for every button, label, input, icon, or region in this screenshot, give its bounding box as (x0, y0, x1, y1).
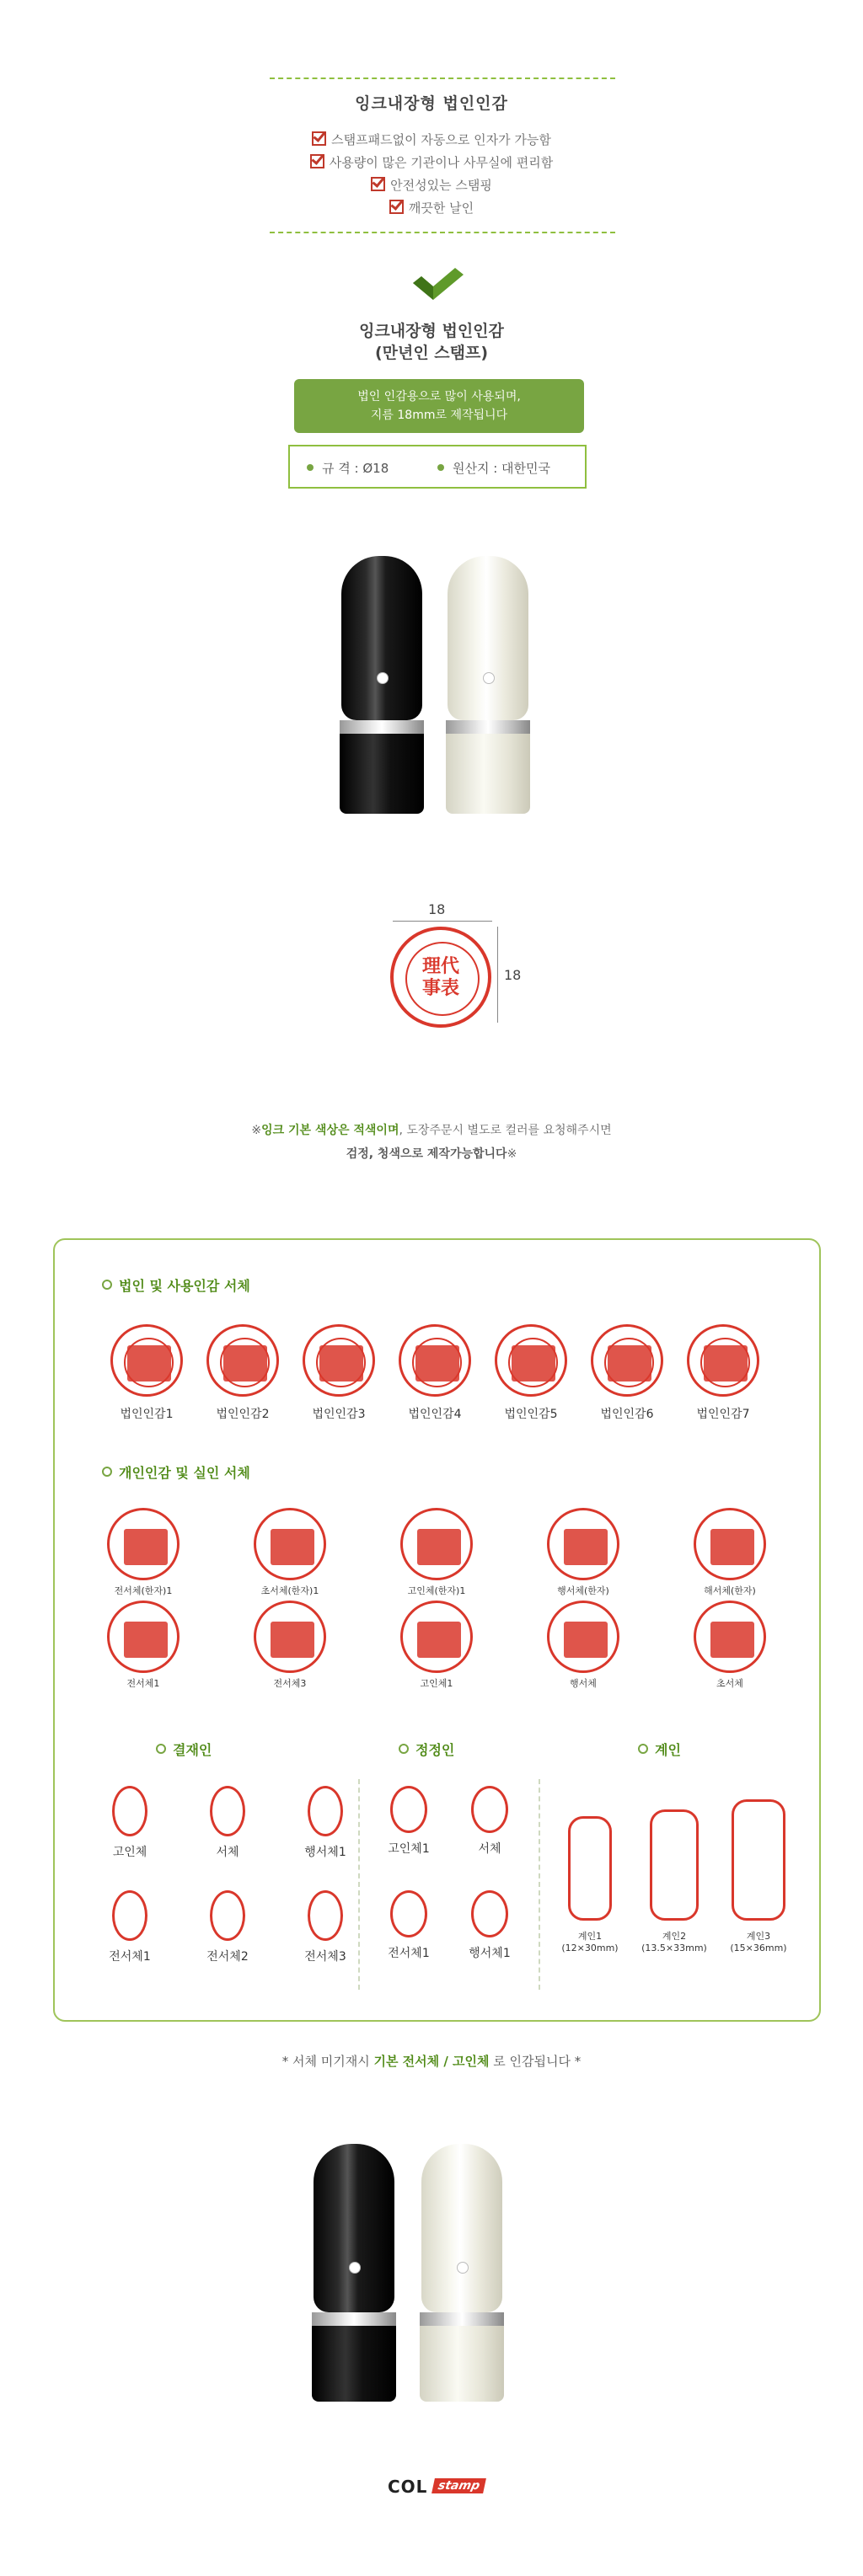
circle-bullet-icon (156, 1744, 166, 1754)
seal-label: (13.5×33mm) (641, 1943, 707, 1953)
section-title-correction: 정정인 (399, 1740, 454, 1759)
alignment-dot-icon (349, 2262, 361, 2274)
divider-top (270, 77, 615, 79)
approval-seal-icon (210, 1786, 245, 1836)
alignment-dot-icon (377, 672, 389, 684)
approval-seal-icon (308, 1890, 343, 1941)
seal-sample-icon (400, 1601, 473, 1673)
seal-label: 초서체 (716, 1678, 743, 1689)
seal-label: (12×30mm) (561, 1943, 619, 1953)
gyein-seal-icon (568, 1816, 612, 1921)
feature-title: 잉크내장형 법인인감 (355, 94, 508, 113)
default-font-note: * 서체 미기재시 기본 전서체 / 고인체 로 인감됩니다 * (281, 2054, 582, 2069)
correction-seal-icon (471, 1890, 508, 1937)
approval-seal-icon (112, 1786, 147, 1836)
seal-label: 전서체3 (273, 1678, 307, 1689)
seal-sample-icon (206, 1324, 279, 1397)
feature-item: 안전성있는 스탬핑 (0, 174, 863, 197)
seal-sample-icon (694, 1601, 766, 1673)
seal-sample-icon (110, 1324, 183, 1397)
seal-label: 법인인감1 (120, 1408, 174, 1421)
gyein-seal-icon (650, 1809, 699, 1921)
alignment-dot-icon (483, 672, 495, 684)
spec-size: 규 격 : Ø18 (307, 459, 389, 477)
approval-seal-icon (112, 1890, 147, 1941)
section-title-approval: 결재인 (156, 1740, 212, 1759)
feature-item: 스탬프패드없이 자동으로 인자가 가능함 (0, 129, 863, 152)
font-sample-box (53, 1238, 821, 2022)
seal-sample-icon (399, 1324, 471, 1397)
seal-sample-icon (547, 1508, 619, 1580)
description-line: 지름 18mm로 제작됩니다 (370, 409, 508, 422)
seal-label: 고인체 (112, 1846, 147, 1859)
logo-text: COL (388, 2477, 428, 2497)
checkbox-icon (312, 131, 326, 146)
seal-label: 법인인감3 (312, 1408, 366, 1421)
seal-label: 고인체1 (388, 1842, 430, 1856)
section-title-personal: 개인인감 및 실인 서체 (102, 1462, 250, 1482)
bullet-icon (437, 464, 444, 471)
seal-sample-icon (547, 1601, 619, 1673)
width-dimension-line (393, 921, 492, 922)
correction-seal-icon (390, 1786, 427, 1833)
gyein-seal-icon (732, 1799, 785, 1921)
seal-label: 서체 (216, 1846, 239, 1859)
seal-label: 행서체1 (304, 1846, 346, 1859)
feature-item: 깨끗한 날인 (0, 197, 863, 220)
approval-seal-icon (210, 1890, 245, 1941)
seal-sample-icon (591, 1324, 663, 1397)
seal-label: 법인인감7 (696, 1408, 750, 1421)
seal-sample-icon (254, 1601, 326, 1673)
checkbox-icon (310, 154, 324, 168)
seal-label: 행서체1 (469, 1947, 511, 1960)
description-line: 법인 인감용으로 많이 사용되며, (357, 390, 521, 404)
correction-seal-icon (471, 1786, 508, 1833)
product-subtitle: (만년인 스탬프) (374, 344, 489, 362)
checkbox-icon (371, 177, 385, 191)
seal-label: 전서체3 (304, 1950, 346, 1964)
checkbox-icon (389, 200, 404, 214)
logo-badge: stamp (432, 2478, 486, 2493)
spec-box (288, 445, 587, 489)
seal-label: 법인인감4 (408, 1408, 462, 1421)
seal-label: 행서체(한자) (557, 1585, 609, 1596)
seal-label: 해서체(한자) (704, 1585, 756, 1596)
circle-bullet-icon (399, 1744, 409, 1754)
seal-label: 서체 (478, 1842, 501, 1856)
feature-item: 사용량이 많은 기관이나 사무실에 편리함 (0, 152, 863, 174)
seal-label: 계인3 (746, 1931, 771, 1942)
seal-label: (15×36mm) (730, 1943, 787, 1953)
alignment-dot-icon (457, 2262, 469, 2274)
bullet-icon (307, 464, 314, 471)
spec-origin: 원산지 : 대한민국 (437, 459, 550, 477)
seal-label: 법인인감5 (504, 1408, 558, 1421)
product-photo-bottom (314, 2144, 524, 2413)
circle-bullet-icon (638, 1744, 648, 1754)
width-dimension-label: 18 (428, 901, 446, 917)
seal-label: 고인체(한자)1 (407, 1585, 466, 1596)
seal-sample-icon (303, 1324, 375, 1397)
divider-bottom (270, 232, 615, 233)
seal-sample-icon (107, 1601, 180, 1673)
height-dimension-line (497, 927, 498, 1023)
seal-label: 전서체1 (126, 1678, 160, 1689)
seal-label: 행서체 (570, 1678, 597, 1689)
approval-seal-icon (308, 1786, 343, 1836)
correction-seal-icon (390, 1890, 427, 1937)
seal-label: 계인2 (662, 1931, 687, 1942)
seal-label: 전서체(한자)1 (114, 1585, 173, 1596)
product-photo-top (341, 556, 544, 826)
corporate-seal-sample: 理代 事表 (390, 927, 491, 1028)
brand-logo (388, 2475, 489, 2499)
seal-label: 법인인감6 (600, 1408, 654, 1421)
seal-sample-icon (400, 1508, 473, 1580)
seal-sample-icon (687, 1324, 759, 1397)
section-title-corporate: 법인 및 사용인감 서체 (102, 1275, 250, 1295)
check-mark-icon (413, 268, 464, 302)
seal-label: 법인인감2 (216, 1408, 270, 1421)
product-description-box (294, 379, 584, 433)
height-dimension-label: 18 (504, 967, 522, 983)
seal-sample-icon (495, 1324, 567, 1397)
section-title-gyein: 계인 (638, 1740, 681, 1759)
product-title: 잉크내장형 법인인감 (359, 322, 504, 340)
circle-bullet-icon (102, 1280, 112, 1290)
circle-bullet-icon (102, 1467, 112, 1477)
seal-sample-icon (107, 1508, 180, 1580)
seal-label: 전서체1 (388, 1947, 430, 1960)
seal-sample-icon (254, 1508, 326, 1580)
seal-label: 고인체1 (420, 1678, 453, 1689)
seal-label: 계인1 (577, 1931, 603, 1942)
ink-color-notice: ※잉크 기본 색상은 적색이며, 도장주문시 별도로 컬러를 요청해주시면 검정, 청색으로 제작가능합니다※ (251, 1124, 612, 1161)
feature-list (0, 129, 863, 220)
seal-label: 초서체(한자)1 (260, 1585, 319, 1596)
seal-label: 전서체2 (206, 1950, 249, 1964)
seal-sample-icon (694, 1508, 766, 1580)
seal-label: 전서체1 (109, 1950, 151, 1964)
